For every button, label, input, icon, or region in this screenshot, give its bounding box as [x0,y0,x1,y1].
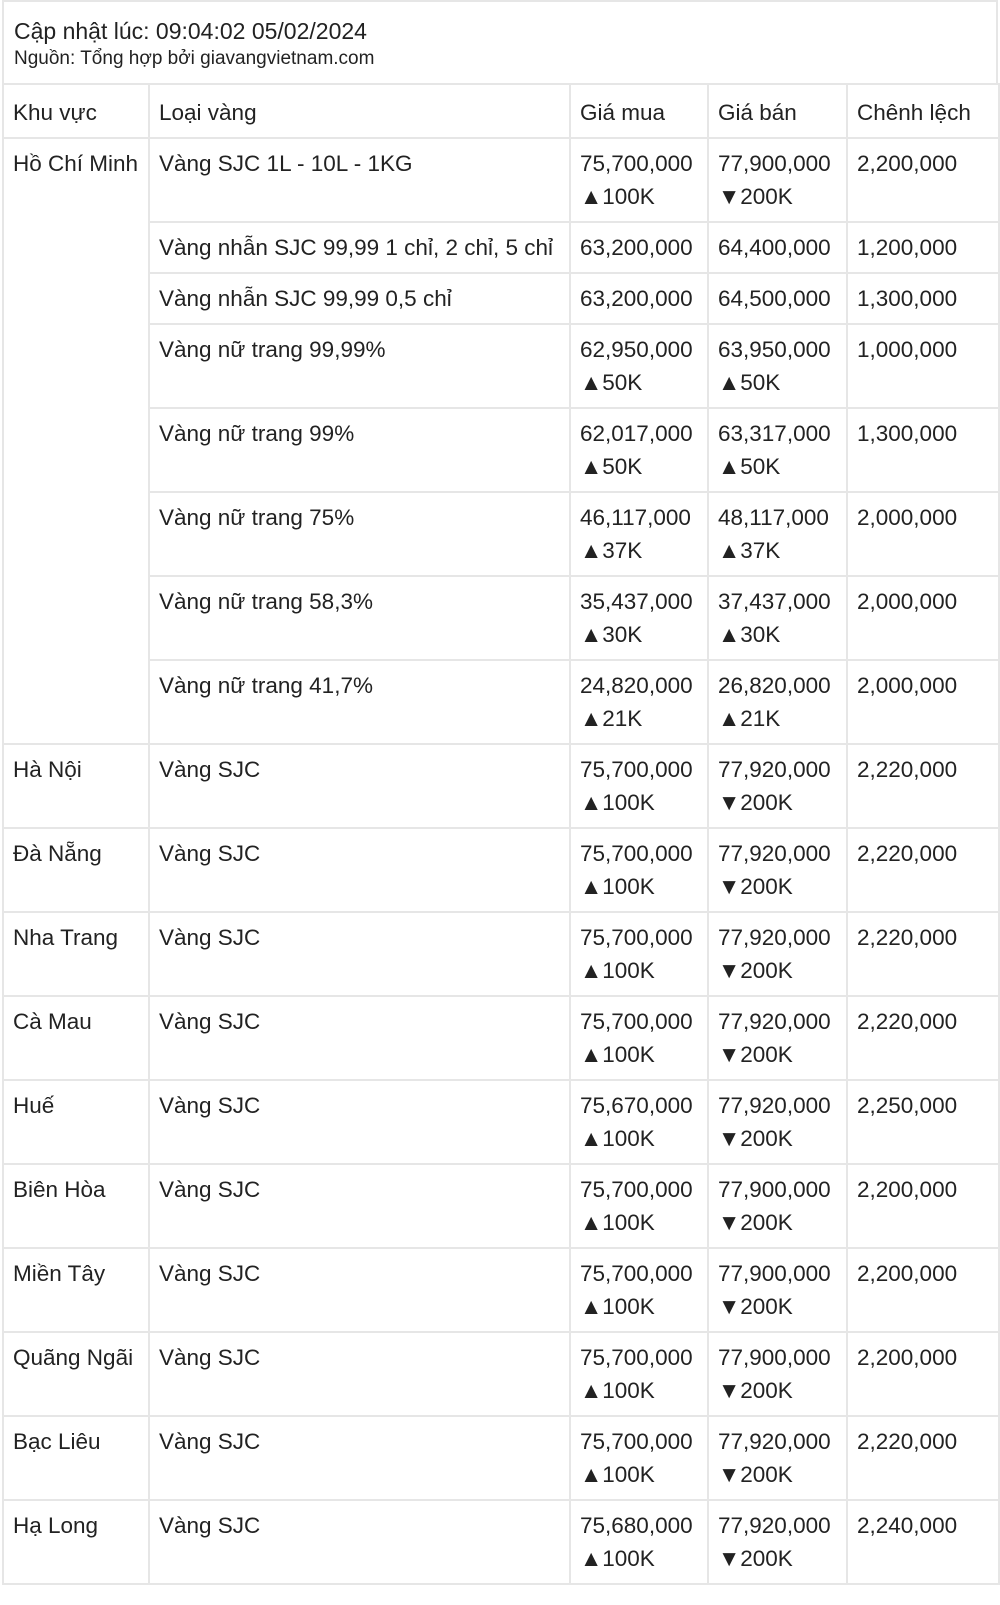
table-body [3,138,999,1584]
region-cell [3,492,149,576]
table-row [3,912,999,996]
price-difference-cell: 2,000,000 [847,576,999,660]
table-row [3,138,999,222]
gold-type-cell: Vàng nữ trang 41,7% [149,660,570,744]
sell-price-change: ▼200K [718,1042,793,1067]
update-time: Cập nhật lúc: 09:04:02 05/02/2024 [14,18,367,44]
buy-price-value: 75,700,000 [580,1261,693,1286]
region-cell [3,273,149,324]
buy-price-change: ▲100K [580,1462,655,1487]
buy-price-cell [570,324,708,408]
buy-price-change: ▲30K [580,622,643,647]
gold-type-cell: Vàng nữ trang 75% [149,492,570,576]
gold-type-cell: Vàng SJC [149,1248,570,1332]
price-difference-cell: 1,300,000 [847,408,999,492]
buy-price-value: 75,700,000 [580,1429,693,1454]
sell-price-change: ▼200K [718,1294,793,1319]
source-note: Nguồn: Tổng hợp bởi giavangvietnam.com [14,48,375,69]
column-header-region: Khu vực [3,84,149,138]
buy-price-change: ▲100K [580,1126,655,1151]
column-header-buy: Giá mua [570,84,708,138]
buy-price-value: 63,200,000 [580,235,693,260]
buy-price-value: 75,700,000 [580,1345,693,1370]
region-cell: Miền Tây [3,1248,149,1332]
price-difference-cell: 2,200,000 [847,1164,999,1248]
buy-price-cell [570,222,708,273]
buy-price-value: 75,700,000 [580,841,693,866]
table-row [3,660,999,744]
price-difference-cell: 2,200,000 [847,1248,999,1332]
buy-price-cell [570,1332,708,1416]
sell-price-change: ▲50K [718,454,781,479]
sell-price-value: 77,920,000 [718,757,831,782]
sell-price-value: 77,920,000 [718,1429,831,1454]
buy-price-cell [570,492,708,576]
buy-price-change: ▲100K [580,1546,655,1571]
gold-type-cell: Vàng SJC [149,996,570,1080]
gold-type-cell: Vàng nữ trang 99% [149,408,570,492]
table-row [3,324,999,408]
sell-price-cell [708,408,847,492]
region-cell: Cà Mau [3,996,149,1080]
buy-price-cell [570,912,708,996]
region-cell: Nha Trang [3,912,149,996]
buy-price-value: 63,200,000 [580,286,693,311]
sell-price-cell [708,576,847,660]
buy-price-value: 62,017,000 [580,421,693,446]
sell-price-change: ▼200K [718,184,793,209]
buy-price-change: ▲50K [580,370,643,395]
table-row [3,1080,999,1164]
buy-price-change: ▲100K [580,958,655,983]
gold-type-cell: Vàng SJC [149,1164,570,1248]
buy-price-value: 75,670,000 [580,1093,693,1118]
region-cell [3,324,149,408]
table-row [3,1332,999,1416]
gold-type-cell: Vàng nhẫn SJC 99,99 1 chỉ, 2 chỉ, 5 chỉ [149,222,570,273]
buy-price-value: 35,437,000 [580,589,693,614]
sell-price-value: 63,950,000 [718,337,831,362]
buy-price-value: 62,950,000 [580,337,693,362]
sell-price-cell [708,1332,847,1416]
sell-price-change: ▲37K [718,538,781,563]
price-difference-cell: 2,220,000 [847,1416,999,1500]
sell-price-cell [708,1080,847,1164]
gold-type-cell: Vàng nhẫn SJC 99,99 0,5 chỉ [149,273,570,324]
gold-type-cell: Vàng SJC [149,1500,570,1584]
region-cell: Hà Nội [3,744,149,828]
sell-price-change: ▼200K [718,1126,793,1151]
sell-price-change: ▼200K [718,958,793,983]
price-difference-cell: 2,250,000 [847,1080,999,1164]
sell-price-value: 77,920,000 [718,1093,831,1118]
gold-type-cell: Vàng SJC [149,1332,570,1416]
sell-price-change: ▲21K [718,706,781,731]
table-row [3,1500,999,1584]
sell-price-change: ▲30K [718,622,781,647]
buy-price-cell [570,828,708,912]
sell-price-cell [708,1416,847,1500]
sell-price-change: ▼200K [718,874,793,899]
sell-price-cell [708,660,847,744]
buy-price-change: ▲100K [580,1378,655,1403]
buy-price-cell [570,1416,708,1500]
sell-price-value: 77,900,000 [718,1261,831,1286]
price-difference-cell: 2,000,000 [847,660,999,744]
region-cell: Biên Hòa [3,1164,149,1248]
region-cell: Quãng Ngãi [3,1332,149,1416]
buy-price-cell [570,1164,708,1248]
sell-price-cell [708,324,847,408]
buy-price-value: 75,700,000 [580,757,693,782]
gold-type-cell: Vàng SJC [149,744,570,828]
sell-price-value: 64,400,000 [718,235,831,260]
buy-price-cell [570,744,708,828]
table-row [3,222,999,273]
price-difference-cell: 2,220,000 [847,828,999,912]
buy-price-change: ▲100K [580,874,655,899]
buy-price-change: ▲100K [580,1210,655,1235]
sell-price-cell [708,273,847,324]
buy-price-value: 75,700,000 [580,1009,693,1034]
buy-price-change: ▲100K [580,790,655,815]
price-difference-cell: 2,220,000 [847,744,999,828]
table-row [3,492,999,576]
buy-price-value: 75,700,000 [580,925,693,950]
sell-price-cell [708,138,847,222]
buy-price-cell [570,273,708,324]
sell-price-change: ▼200K [718,790,793,815]
region-cell [3,408,149,492]
gold-type-cell: Vàng nữ trang 58,3% [149,576,570,660]
column-header-diff: Chênh lệch [847,84,999,138]
buy-price-value: 75,700,000 [580,1177,693,1202]
region-cell [3,222,149,273]
region-cell: Hồ Chí Minh [3,138,149,222]
buy-price-cell [570,1080,708,1164]
region-cell: Đà Nẵng [3,828,149,912]
gold-price-panel [2,0,998,1585]
sell-price-change: ▲50K [718,370,781,395]
table-row [3,996,999,1080]
buy-price-change: ▲100K [580,1042,655,1067]
sell-price-cell [708,996,847,1080]
sell-price-cell [708,1164,847,1248]
gold-type-cell: Vàng SJC 1L - 10L - 1KG [149,138,570,222]
region-cell: Huế [3,1080,149,1164]
sell-price-value: 77,920,000 [718,841,831,866]
sell-price-cell [708,912,847,996]
table-row [3,828,999,912]
sell-price-value: 48,117,000 [718,505,829,530]
sell-price-change: ▼200K [718,1378,793,1403]
region-cell: Bạc Liêu [3,1416,149,1500]
price-difference-cell: 2,200,000 [847,1332,999,1416]
sell-price-value: 77,900,000 [718,1345,831,1370]
sell-price-cell [708,744,847,828]
gold-type-cell: Vàng SJC [149,828,570,912]
sell-price-cell [708,828,847,912]
table-row [3,1248,999,1332]
price-difference-cell: 2,000,000 [847,492,999,576]
sell-price-value: 77,920,000 [718,1009,831,1034]
table-row [3,1164,999,1248]
sell-price-value: 26,820,000 [718,673,831,698]
sell-price-value: 77,900,000 [718,1177,831,1202]
column-header-type: Loại vàng [149,84,570,138]
table-row [3,408,999,492]
buy-price-value: 46,117,000 [580,505,691,530]
buy-price-value: 24,820,000 [580,673,693,698]
buy-price-change: ▲50K [580,454,643,479]
sell-price-value: 64,500,000 [718,286,831,311]
price-difference-cell: 1,200,000 [847,222,999,273]
gold-type-cell: Vàng SJC [149,912,570,996]
column-header-sell: Giá bán [708,84,847,138]
buy-price-change: ▲100K [580,184,655,209]
sell-price-value: 63,317,000 [718,421,831,446]
sell-price-change: ▼200K [718,1462,793,1487]
price-difference-cell: 2,220,000 [847,912,999,996]
sell-price-change: ▼200K [718,1546,793,1571]
sell-price-value: 37,437,000 [718,589,831,614]
table-row [3,744,999,828]
buy-price-value: 75,680,000 [580,1513,693,1538]
buy-price-change: ▲100K [580,1294,655,1319]
gold-type-cell: Vàng SJC [149,1416,570,1500]
region-cell: Hạ Long [3,1500,149,1584]
region-cell [3,660,149,744]
sell-price-cell [708,492,847,576]
buy-price-change: ▲21K [580,706,643,731]
gold-type-cell: Vàng SJC [149,1080,570,1164]
buy-price-cell [570,138,708,222]
sell-price-cell [708,1248,847,1332]
table-row [3,273,999,324]
price-difference-cell: 2,220,000 [847,996,999,1080]
buy-price-cell [570,1500,708,1584]
buy-price-cell [570,1248,708,1332]
price-difference-cell: 2,200,000 [847,138,999,222]
table-row [3,1416,999,1500]
buy-price-value: 75,700,000 [580,151,693,176]
gold-type-cell: Vàng nữ trang 99,99% [149,324,570,408]
sell-price-cell [708,1500,847,1584]
buy-price-cell [570,576,708,660]
buy-price-cell [570,408,708,492]
buy-price-cell [570,996,708,1080]
region-cell [3,576,149,660]
price-difference-cell: 1,000,000 [847,324,999,408]
table-row [3,576,999,660]
sell-price-change: ▼200K [718,1210,793,1235]
sell-price-value: 77,900,000 [718,151,831,176]
sell-price-value: 77,920,000 [718,925,831,950]
sell-price-value: 77,920,000 [718,1513,831,1538]
buy-price-change: ▲37K [580,538,643,563]
buy-price-cell [570,660,708,744]
update-info [2,0,998,83]
gold-price-table [2,83,1000,1585]
price-difference-cell: 2,240,000 [847,1500,999,1584]
price-difference-cell: 1,300,000 [847,273,999,324]
table-header-row [3,84,999,138]
sell-price-cell [708,222,847,273]
